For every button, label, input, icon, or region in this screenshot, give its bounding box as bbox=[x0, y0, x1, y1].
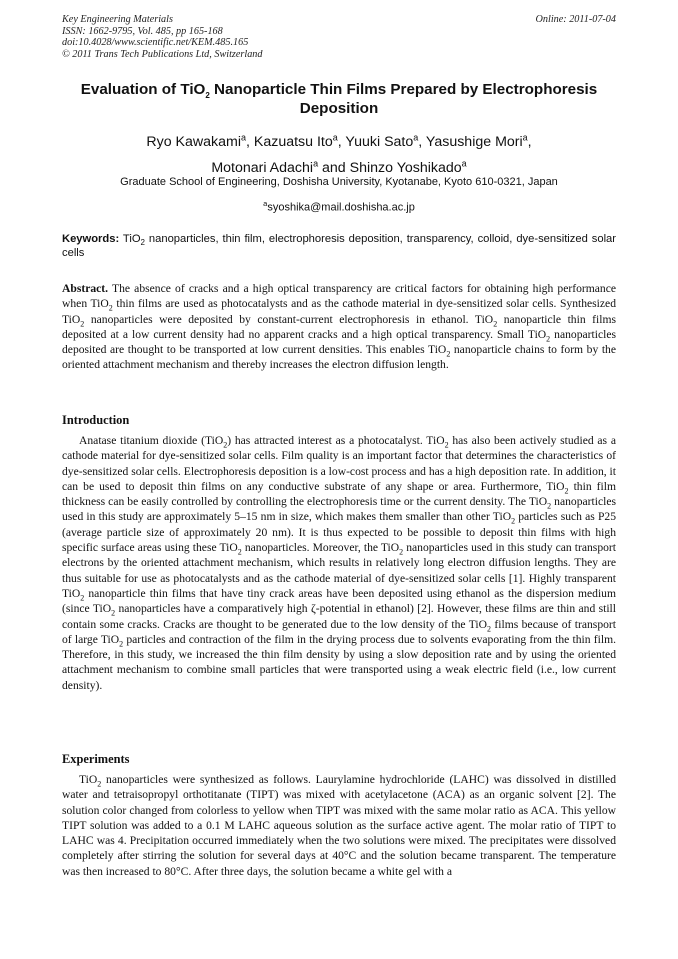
online-date: Online: 2011-07-04 bbox=[535, 14, 616, 25]
copyright-line: © 2011 Trans Tech Publications Ltd, Switzerland bbox=[62, 48, 263, 60]
introduction-paragraph: Anatase titanium dioxide (TiO$_2$) has attracted interest as a photocatalyst. TiO$_2$ has also been actively studied as a cathode material for dye-sensitized solar cells. Film quality is an important factor that determines the characteristics of dye-sensitized solar cells. Electrophoresis deposition is a low-cost process and has a high deposition rate. In addition, it can be used to deposit thin films on any conductive substrate of any shape or area. Furthermore, TiO$_2$ thin film thickness can be easily controlled by controlling the electrophoresis time or the current density. The TiO$_2$ nanoparticles used in this study are approximately 5–15 nm in size, which makes them smaller than other TiO$_2$ particles such as P25 (average particle size of approximately 20 nm). It is thus expected to be possible to deposit thin films with high specific surface areas using these TiO$_2$ nanoparticles. Moreover, the TiO$_2$ nanoparticles used in this study can transport electrons by the oriented attachment mechanism, which results in relatively long electron diffusion lengths. They are thus suitable for use as photocatalysts and as the cathode material of dye-sensitized solar cells [1]. Highly transparent TiO$_2$ nanoparticle thin films that have tiny crack areas have been deposited using ethanol as the dispersion medium (since TiO$_2$ nanoparticles have a comparatively high ζ-potential in ethanol) [2]. However, these films are thin and still contain some cracks. Cracks are thought to be generated due to the low density of the TiO$_2$ films because of transport of large TiO$_2$ particles and contraction of the film in the drying process due to solvents evaporating from the thin film. Therefore, in this study, we increased the thin film density by using a slow deposition rate and by using the oriented attachment mechanism to combine small particles that were transported using a weak electric field (i.e., low current density). bbox=[62, 434, 616, 692]
title-text: Evaluation of TiO bbox=[80, 81, 206, 98]
journal-header bbox=[62, 14, 616, 60]
keywords-label: Keywords: bbox=[62, 233, 120, 245]
author: Ryo Kawakami$^a$, bbox=[146, 132, 254, 150]
author-list bbox=[62, 126, 616, 179]
paper-title bbox=[62, 80, 616, 118]
experiments-paragraph: TiO$_2$ nanoparticles were synthesized as follows. Laurylamine hydrochloride (LAHC) was dissolved in distilled water and tetraisopropyl orthotitanate (TIPT) was mixed with acetylacetone (ACA) as an organic solvent [2]. The solution color changed from colorless to yellow when TIPT was mixed with the same molar ratio as ACA. This yellow TIPT solution was added to a 0.1 M LAHC aqueous solution as the surface active agent. The molar ratio of TIPT to LAHC was 4. Precipitation occurred immediately when the two solutions were mixed. The precipitates were dissolved completely after stirring the solution for several days at 40°C and the solution became transparent. The temperature was then increased to 80°C. After three days, the solution became a white gel with a bbox=[62, 773, 616, 878]
author: Kazuatsu Ito$^a$, bbox=[253, 132, 346, 150]
section-heading-experiments: Experiments bbox=[62, 752, 130, 766]
section-heading-introduction: Introduction bbox=[62, 413, 130, 427]
email-superscript: a bbox=[263, 199, 268, 208]
doi-line: doi:10.4028/www.scientific.net/KEM.485.165 bbox=[62, 37, 249, 49]
email-address[interactable]: syoshika@mail.doshisha.ac.jp bbox=[267, 201, 415, 214]
affiliation: Graduate School of Engineering, Doshisha University, Kyotanabe, Kyoto 610-0321, Japan bbox=[120, 176, 558, 188]
issn-line: ISSN: 1662-9795, Vol. 485, pp 165-168 bbox=[62, 25, 223, 37]
author: Yasushige Mori$^a$, bbox=[425, 132, 532, 150]
author: Yuuki Sato$^a$, bbox=[345, 132, 426, 150]
email-line bbox=[62, 197, 616, 215]
title-text-rest: Nanoparticle Thin Films Prepared by Electrophoresis Deposition bbox=[209, 81, 598, 117]
abstract-label: Abstract. bbox=[62, 282, 109, 295]
author: Shinzo Yoshikado$^a$ bbox=[349, 158, 467, 177]
keywords: Keywords: TiO$_2$ nanoparticles, thin film, electrophoresis deposition, transparency, colloid, dye-sensitized solar cells bbox=[62, 233, 616, 260]
author: Motonari Adachi$^a$ and bbox=[211, 158, 350, 177]
abstract: Abstract. The absence of cracks and a high optical transparency are critical factors for obtaining high performance when TiO$_2$ thin films are used as photocatalysts and as the cathode material in dye-sensitized solar cells. Synthesized TiO$_2$ nanoparticles were deposited by constant-current electrophoresis in ethanol. TiO$_2$ nanoparticle thin films deposited at a low current density had no apparent cracks and a high optical transparency. Small TiO$_2$ nanoparticles deposited are thought to be transported at low current densities. This enables TiO$_2$ nanoparticle chains to form by the oriented attachment mechanism and thereby increases the electron diffusion length. bbox=[62, 282, 616, 372]
journal-name: Key Engineering Materials bbox=[62, 14, 173, 25]
title-subscript: 2 bbox=[205, 91, 210, 101]
